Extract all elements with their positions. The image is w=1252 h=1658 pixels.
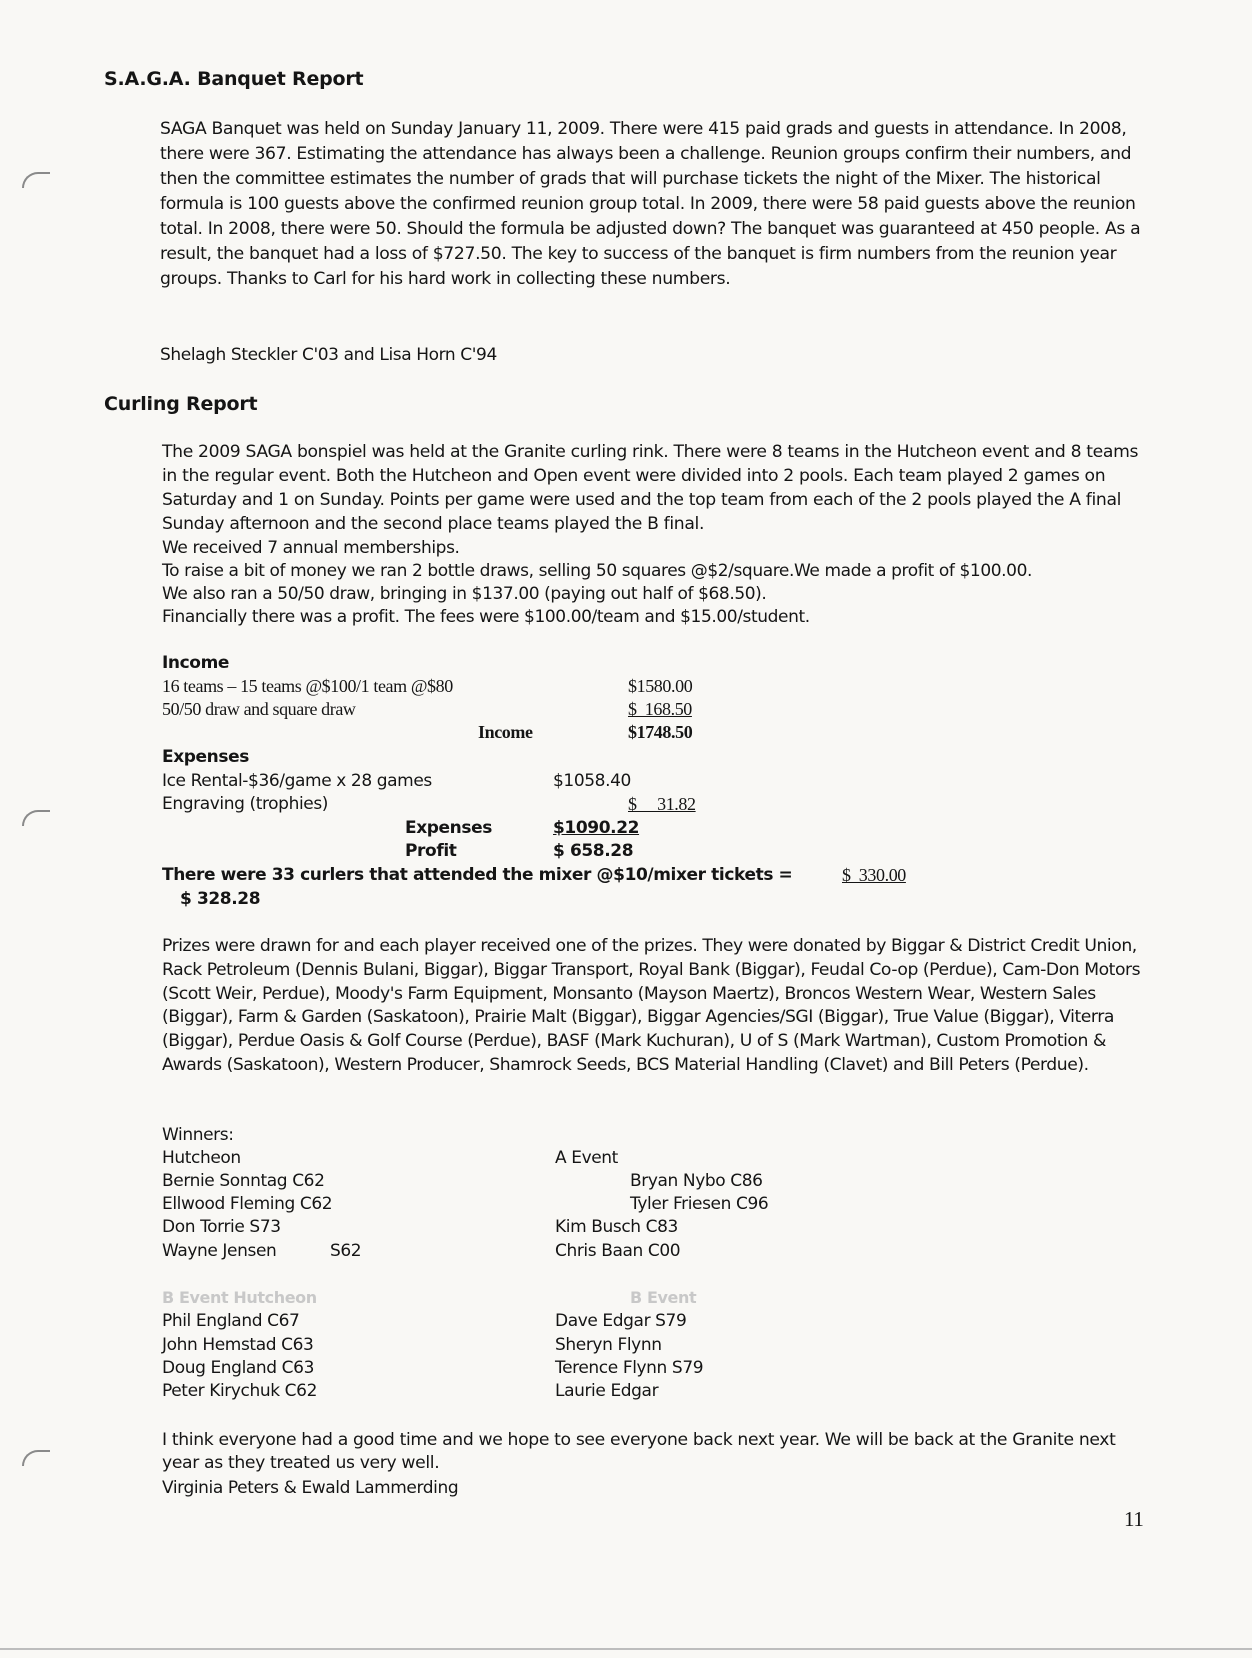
winner-name: Chris Baan C00 <box>555 1241 681 1261</box>
expenses-total-label: Expenses <box>405 818 492 838</box>
banquet-body: SAGA Banquet was held on Sunday January 11, 2009. There were 415 paid grads and guests in attendance. In 2008, there were 367. Estimating the attendance has always been a challenge. Reunion groups confirm their numbers, and then the committee estimates the number of grads that will purchase tickets the night of the Mixer. The historical formula is 100 guests above the confirmed reunion group total. In 2009, there were 58 paid guests above the reunion total. In 2008, there were 50. Should the formula be adjusted down? The banquet was guaranteed at 450 people. As a result, the banquet had a loss of $727.50. The key to success of the banquet is firm numbers from the reunion year groups. Thanks to Carl for his hard work in collecting these numbers. <box>160 119 1141 289</box>
mixer-line: There were 33 curlers that attended the mixer @$10/mixer tickets = <box>162 865 793 885</box>
winner-name: Bryan Nybo C86 <box>630 1171 763 1191</box>
prizes-paragraph: Prizes were drawn for and each player received one of the prizes. They were donated by Biggar & District Credit Union, Rack Petroleum (Dennis Bulani, Biggar), Biggar Transport, Royal Bank (Biggar), Feudal Co-op (Perdue), Cam-Don Motors (Scott Weir, Perdue), Moody's Farm Equipment, Monsanto (Mayson Maertz), Broncos Western Wear, Western Sales (Biggar), Farm & Garden (Saskatoon), Prairie Malt (Biggar), Biggar Agencies/SGI (Biggar), True Value (Biggar), Viterra (Biggar), Perdue Oasis & Golf Course (Perdue), BASF (Mark Kuchuran), U of S (Mark Wartman), Custom Promotion & Awards (Saskatoon), Western Producer, Shamrock Seeds, BCS Material Handling (Clavet) and Bill Peters (Perdue). <box>162 936 1141 1075</box>
winner-name: Don Torrie S73 <box>162 1217 281 1237</box>
winner-name: Dave Edgar S79 <box>555 1311 687 1331</box>
winner-name: Tyler Friesen C96 <box>630 1194 769 1214</box>
income-total-value: $1748.50 <box>628 722 693 742</box>
banquet-heading: S.A.G.A. Banquet Report <box>104 68 364 90</box>
profit-value: $ 658.28 <box>553 841 634 861</box>
winner-name: Doug England C63 <box>162 1358 314 1378</box>
winner-name: Laurie Edgar <box>555 1381 659 1401</box>
binder-hole-mark <box>22 1450 50 1466</box>
winner-name: Kim Busch C83 <box>555 1217 678 1237</box>
financial-line: Financially there was a profit. The fees were $100.00/team and $15.00/student. <box>162 607 810 627</box>
income-row-label: 50/50 draw and square draw <box>162 699 356 719</box>
curling-heading: Curling Report <box>104 393 258 415</box>
hutcheon-title: Hutcheon <box>162 1148 241 1168</box>
mixer-value: $ 330.00 <box>842 865 906 885</box>
winner-class: S62 <box>330 1241 362 1261</box>
fifty-draw-line: We also ran a 50/50 draw, bringing in $137.00 (paying out half of $68.50). <box>162 584 767 604</box>
expenses-total-value: $1090.22 <box>553 818 640 838</box>
expense-row-value: $ 31.82 <box>628 794 696 814</box>
curling-intro: The 2009 SAGA bonspiel was held at the Granite curling rink. There were 8 teams in the Hutcheon event and 8 teams in the regular event. Both the Hutcheon and Open event were divided into 2 pools. Each team played 2 games on Saturday and 1 on Sunday. Points per game were used and the top team from each of the 2 pools played the A final Sunday afternoon and the second place teams played the B final. <box>162 442 1139 534</box>
a-event-title: A Event <box>555 1148 618 1168</box>
profit-label: Profit <box>405 841 457 861</box>
income-row-label: 16 teams – 15 teams @$100/1 team @$80 <box>162 676 453 696</box>
binder-hole-mark <box>22 172 50 188</box>
winner-name: Phil England C67 <box>162 1311 300 1331</box>
closing-signature: Virginia Peters & Ewald Lammerding <box>162 1478 459 1498</box>
bottom-edge-rule <box>0 1648 1252 1650</box>
income-row-value: $1580.00 <box>628 676 693 696</box>
closing-paragraph: I think everyone had a good time and we hope to see everyone back next year. We will be back at the Granite next year as they treated us very well. <box>162 1430 1116 1473</box>
income-total-label: Income <box>478 722 533 742</box>
bottle-draws-line: To raise a bit of money we ran 2 bottle draws, selling 50 squares @$2/square.We made a profit of $100.00. <box>162 561 1032 581</box>
b-event-title: B Event <box>630 1288 697 1307</box>
winner-name: Wayne Jensen <box>162 1241 277 1261</box>
income-heading: Income <box>162 653 230 673</box>
winner-name: Ellwood Fleming C62 <box>162 1194 333 1214</box>
page-number: 11 <box>1124 1507 1144 1531</box>
winners-label: Winners: <box>162 1125 234 1145</box>
winner-name: John Hemstad C63 <box>162 1335 314 1355</box>
binder-hole-mark <box>22 810 50 826</box>
mixer-net: $ 328.28 <box>180 889 261 909</box>
banquet-signature: Shelagh Steckler C'03 and Lisa Horn C'94 <box>160 345 497 365</box>
memberships-line: We received 7 annual memberships. <box>162 538 460 558</box>
expense-row-label: Ice Rental-$36/game x 28 games <box>162 771 432 791</box>
winner-name: Sheryn Flynn <box>555 1335 662 1355</box>
winner-name: Peter Kirychuk C62 <box>162 1381 317 1401</box>
b-event-hutcheon-title: B Event Hutcheon <box>162 1288 317 1307</box>
expenses-heading: Expenses <box>162 747 249 767</box>
winner-name: Bernie Sonntag C62 <box>162 1171 325 1191</box>
income-row-value: $ 168.50 <box>628 699 692 719</box>
winner-name: Terence Flynn S79 <box>555 1358 704 1378</box>
expense-row-value: $1058.40 <box>553 771 631 791</box>
expense-row-label: Engraving (trophies) <box>162 794 329 814</box>
